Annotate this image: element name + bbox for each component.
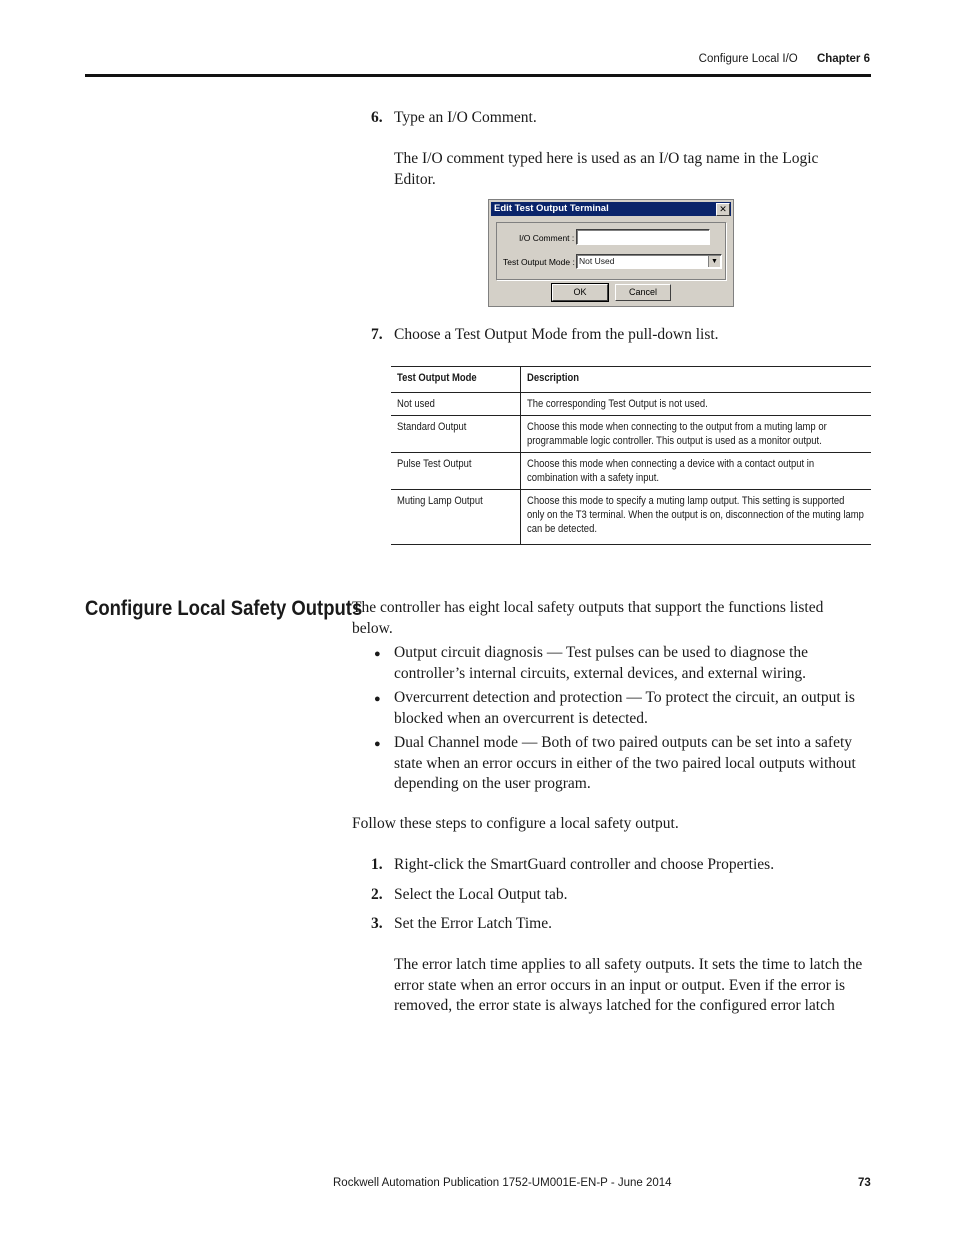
footer-publication: Rockwell Automation Publication 1752-UM001E-EN-P - June 2014: [333, 1177, 672, 1189]
page-header: [699, 53, 870, 65]
io-comment-input[interactable]: [576, 229, 710, 245]
table-cell: Pulse Test Output: [391, 453, 521, 490]
table-cell: Muting Lamp Output: [391, 490, 521, 545]
table-cell: Choose this mode when connecting a device with a contact output in combination with a safety input.: [521, 453, 872, 490]
step-note: The I/O comment typed here is used as an I/O tag name in the Logic Editor.: [394, 150, 819, 188]
chevron-down-icon[interactable]: ▼: [708, 256, 720, 267]
step-text: Choose a Test Output Mode from the pull-down list.: [394, 326, 719, 343]
step-text: Right-click the SmartGuard controller and choose Properties.: [394, 856, 775, 873]
header-rule: [85, 74, 871, 77]
follow-text: Follow these steps to configure a local safety output.: [352, 815, 679, 832]
bullet-text: Overcurrent detection and protection — To protect the circuit, an output is blocked when an overcurrent is detected.: [394, 689, 855, 727]
bullet-icon: ●: [374, 738, 381, 750]
step-text: Select the Local Output tab.: [394, 886, 568, 903]
column-header: Test Output Mode: [391, 367, 521, 393]
test-output-mode-value: Not Used: [579, 256, 615, 266]
section-intro: The controller has eight local safety outputs that support the functions listed below.: [352, 599, 824, 637]
ok-button[interactable]: OK: [552, 284, 608, 301]
table-cell: Standard Output: [391, 416, 521, 453]
section-heading: Configure Local Safety Outputs: [85, 597, 363, 620]
io-comment-label: I/O Comment :: [519, 233, 575, 243]
bullet-text: Output circuit diagnosis — Test pulses can be used to diagnose the controller’s internal circuits, external devices, and external wiring.: [394, 644, 809, 682]
page-number: 73: [858, 1177, 871, 1189]
table-header-row: [391, 367, 871, 393]
step-text: Set the Error Latch Time.: [394, 915, 552, 932]
test-output-mode-table: [391, 366, 871, 545]
latch-note: The error latch time applies to all safety outputs. It sets the time to latch the error state when an error occurs in an input or output. Even if the error is removed, the error state is always latched for the configured error latch: [394, 956, 863, 1014]
bullet-icon: ●: [374, 693, 381, 705]
test-output-mode-label: Test Output Mode :: [503, 257, 575, 267]
table-cell: The corresponding Test Output is not used.: [521, 393, 872, 416]
dialog-title-bar: [491, 202, 731, 216]
bullet-text: Dual Channel mode — Both of two paired outputs can be set into a safety state when an error occurs in either of the two paired local outputs without depending on the user program.: [394, 734, 856, 792]
dialog-title: Edit Test Output Terminal: [494, 203, 609, 214]
step-text: Type an I/O Comment.: [394, 109, 537, 126]
table-cell: Choose this mode to specify a muting lamp output. This setting is supported only on the T3 terminal. When the output is on, disconnection of the muting lamp can be detected.: [521, 490, 872, 545]
cancel-button[interactable]: Cancel: [615, 284, 671, 301]
step-number: 3.: [371, 915, 383, 932]
edit-test-output-dialog: [488, 199, 734, 307]
table-cell: Not used: [391, 393, 521, 416]
column-header: Description: [521, 367, 872, 393]
table-row: [391, 490, 871, 545]
test-output-mode-select[interactable]: [576, 254, 722, 269]
close-icon[interactable]: ✕: [716, 203, 730, 216]
table-cell: Choose this mode when connecting to the output from a muting lamp or programmable logic controller. This output is used as a monitor output.: [521, 416, 872, 453]
step-number: 7.: [371, 326, 383, 343]
header-chapter: Chapter 6: [816, 53, 870, 65]
header-section-title: Configure Local I/O: [698, 53, 798, 65]
table-row: [391, 416, 871, 453]
table-row: [391, 453, 871, 490]
bullet-icon: ●: [374, 648, 381, 660]
step-number: 6.: [371, 109, 383, 126]
table-row: [391, 393, 871, 416]
step-number: 2.: [371, 886, 383, 903]
step-number: 1.: [371, 856, 383, 873]
